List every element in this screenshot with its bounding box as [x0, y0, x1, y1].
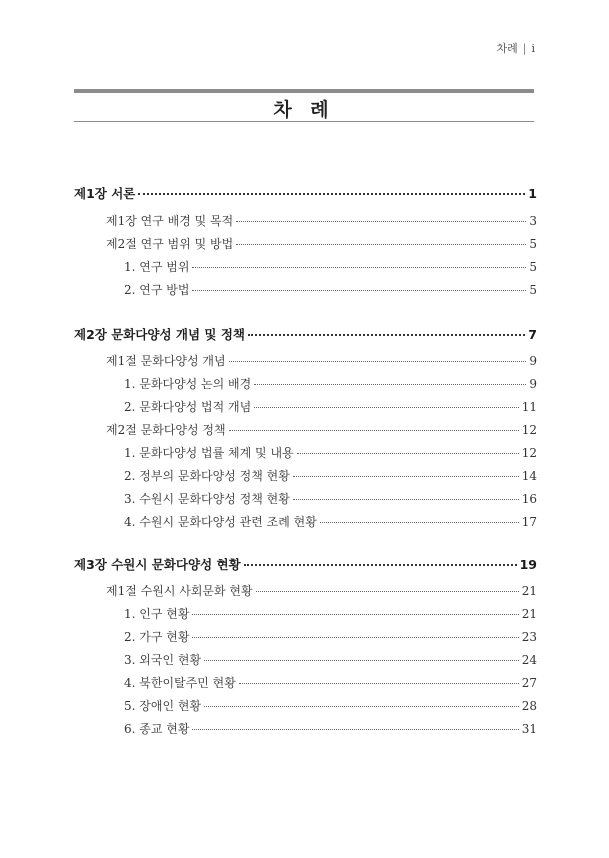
toc-entry-label: 1. 문화다양성 법률 체계 및 내용 [124, 446, 294, 460]
toc-item[interactable] [124, 628, 537, 645]
toc-page-number: 5 [529, 283, 537, 297]
toc-entry-label: 제2절 문화다양성 정책 [106, 423, 226, 437]
toc-entry-label: 4. 북한이탈주민 현황 [124, 676, 236, 690]
running-title: 차례 [496, 42, 518, 55]
toc-entry-label: 5. 장애인 현황 [124, 699, 202, 713]
toc-item[interactable] [124, 513, 537, 530]
leader-dots [192, 637, 518, 638]
toc-section[interactable] [106, 582, 537, 599]
toc-page-number: 28 [521, 699, 537, 713]
toc-item[interactable] [124, 490, 537, 507]
toc-entry-label: 1. 문화다양성 논의 배경 [124, 377, 252, 391]
toc-page-number: 9 [529, 354, 537, 368]
leader-dots [229, 430, 519, 431]
toc-item[interactable] [124, 674, 537, 691]
toc-entry-label: 3. 외국인 현황 [124, 653, 202, 667]
toc-item[interactable] [124, 281, 537, 298]
toc-page-number: 14 [521, 469, 537, 483]
leader-dots [229, 361, 527, 362]
toc-section[interactable] [106, 235, 537, 252]
toc-page-number: 24 [521, 653, 537, 667]
toc-page-number: 27 [521, 676, 537, 690]
toc-chapter-2[interactable] [74, 325, 537, 343]
toc-page-number: 12 [521, 446, 537, 460]
toc-page-number: 21 [521, 607, 537, 621]
toc-chapter-label: 제2장 문화다양성 개념 및 정책 [74, 327, 246, 342]
page-number: i [531, 42, 535, 55]
toc-entry-label: 2. 문화다양성 법적 개념 [124, 400, 252, 414]
toc-item[interactable] [124, 697, 537, 714]
toc-entry-label: 4. 수원시 문화다양성 관련 조례 현황 [124, 515, 317, 529]
running-header [496, 40, 535, 56]
toc-entry-label: 제1절 문화다양성 개념 [106, 354, 226, 368]
leader-dots [248, 334, 525, 336]
toc-entry-label: 2. 가구 현황 [124, 630, 190, 644]
leader-dots [236, 221, 526, 222]
toc-page-number: 31 [521, 722, 537, 736]
toc-page-number: 12 [521, 423, 537, 437]
leader-dots [254, 384, 526, 385]
leader-dots [204, 706, 519, 707]
toc-item[interactable] [124, 605, 537, 622]
title-top-rule [74, 89, 534, 93]
leader-dots [138, 193, 525, 195]
toc-entry-label: 2. 정부의 문화다양성 정책 현황 [124, 469, 290, 483]
toc-page-number: 7 [528, 327, 537, 342]
leader-dots [254, 407, 518, 408]
toc-page-number: 9 [529, 377, 537, 391]
toc-chapter-label: 제1장 서론 [74, 186, 136, 201]
toc-chapter-1[interactable] [74, 184, 537, 202]
toc-item[interactable] [124, 651, 537, 668]
toc-page-number: 16 [521, 492, 537, 506]
leader-dots [293, 476, 519, 477]
toc-page-number: 17 [521, 515, 537, 529]
toc-entry-label: 1. 연구 범위 [124, 260, 190, 274]
toc-page-number: 5 [529, 237, 537, 251]
toc-page-number: 1 [528, 186, 537, 201]
toc-item[interactable] [124, 720, 537, 737]
toc-entry-label: 6. 종교 현황 [124, 722, 190, 736]
leader-dots [192, 729, 518, 730]
leader-dots [192, 614, 518, 615]
leader-dots [192, 267, 526, 268]
toc-item[interactable] [124, 398, 537, 415]
toc-entry-label: 1. 인구 현황 [124, 607, 190, 621]
toc-chapter-label: 제3장 수원시 문화다양성 현황 [74, 557, 241, 572]
toc-page-number: 5 [529, 260, 537, 274]
leader-dots [192, 290, 526, 291]
toc-item[interactable] [124, 444, 537, 461]
toc-entry-label: 3. 수원시 문화다양성 정책 현황 [124, 492, 290, 506]
toc-entry-label: 2. 연구 방법 [124, 283, 190, 297]
leader-dots [320, 522, 519, 523]
toc-page-number: 23 [521, 630, 537, 644]
toc-section[interactable] [106, 421, 537, 438]
header-separator: | [522, 42, 527, 55]
leader-dots [256, 591, 519, 592]
toc-item[interactable] [124, 467, 537, 484]
leader-dots [204, 660, 519, 661]
leader-dots [239, 683, 519, 684]
leader-dots [293, 499, 519, 500]
toc-section[interactable] [106, 212, 537, 229]
toc-page-number: 3 [529, 214, 537, 228]
leader-dots [236, 244, 526, 245]
toc-entry-label: 제1절 수원시 사회문화 현황 [106, 584, 253, 598]
title-bottom-rule [74, 121, 534, 122]
toc-item[interactable] [124, 258, 537, 275]
leader-dots [297, 453, 519, 454]
toc-entry-label: 제2절 연구 범위 및 방법 [106, 237, 234, 251]
toc-item[interactable] [124, 375, 537, 392]
toc-section[interactable] [106, 352, 537, 369]
leader-dots [244, 564, 517, 566]
page-title: 차 례 [273, 99, 335, 121]
toc-page-number: 11 [521, 400, 537, 414]
toc-page-number: 19 [519, 557, 537, 572]
toc-page-number: 21 [521, 584, 537, 598]
toc-chapter-3[interactable] [74, 555, 537, 573]
toc-entry-label: 제1장 연구 배경 및 목적 [106, 214, 234, 228]
